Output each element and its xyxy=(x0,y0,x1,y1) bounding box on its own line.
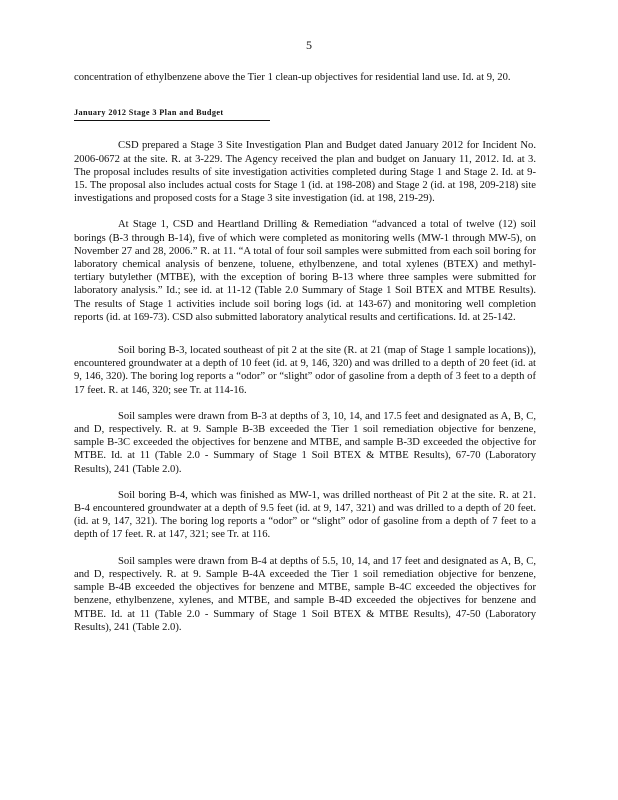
paragraph-stage1-borings: At Stage 1, CSD and Heartland Drilling & Remediation “advanced a total of twelve (12) soil borings (B-3 through B-14), five of which were completed as monitoring wells (MW-1 through MW-5), on November 27 and 28, 2006.” R. at 11. “A total of four soil samples were submitted from each soil boring for laboratory chemical analysis of benzene, toluene, ethylbenzene, and total xylenes (BTEX) and methyl-tertiary butylether (MTBE), with the exception of boring B-13 where three samples were submitted for laboratory analysis.” Id.; see id. at 11-12 (Table 2.0 Summary of Stage 1 Soil BTEX and MTBE Results). The results of Stage 1 activities include soil boring logs (id. at 143-67) and monitoring well completion reports (id. at 169-73). CSD also submitted laboratory analytical results and certifications. Id. at 25-142. xyxy=(74,219,536,323)
page-number: 5 xyxy=(306,38,312,52)
intro-paragraph: concentration of ethylbenzene above the Tier 1 clean-up objectives for residential land use. Id. at 9, 20. xyxy=(74,72,511,83)
paragraph-samples-b4: Soil samples were drawn from B-4 at depths of 5.5, 10, 14, and 17 feet and designated as A, B, C, and D, respectively. R. at 9. Sample B-4A exceeded the Tier 1 soil remediation objective for benzene, sample B-4B exceeded the objectives for benzene and MTBE, sample B-4C exceeded the objectives for benzene, ethylbenzene, xylenes, and MTBE, and sample B-4D exceeded the objectives for benzene and MTBE. Id. at 11 (Table 2.0 - Summary of Stage 1 Soil BTEX & MTBE Results), 47-50 (Laboratory Results), 241 (Table 2.0). xyxy=(74,555,536,633)
paragraph-samples-b3: Soil samples were drawn from B-3 at depths of 3, 10, 14, and 17.5 feet and designated as A, B, C, and D, respectively. R. at 9. Sample B-3B exceeded the Tier 1 soil remediation objective for benzene, sample B-3C exceeded the objectives for benzene and MTBE, and sample B-3D exceeded the objective for MTBE. Id. at 11 (Table 2.0 - Summary of Stage 1 Soil BTEX & MTBE Results), 67-70 (Laboratory Results), 241 (Table 2.0). xyxy=(74,410,536,475)
section-heading-row xyxy=(74,106,536,121)
paragraph-stage3-plan: CSD prepared a Stage 3 Site Investigation Plan and Budget dated January 2012 for Incident No. 2006-0672 at the site. R. at 3-229. The Agency received the plan and budget on January 11, 2012. Id. at 3. The proposal includes results of site investigation activities completed during Stage 1 and Stage 2. Id. at 9-15. The proposal also includes actual costs for Stage 1 (id. at 198-208) and Stage 2 (id. at 198, 209-218) site investigations and proposed costs for a Stage 3 site investigation (id. at 198, 219-29). xyxy=(74,140,536,205)
paragraph-boring-b3: Soil boring B-3, located southeast of pit 2 at the site (R. at 21 (map of Stage 1 sample locations)), encountered groundwater at a depth of 10 feet (id. at 9, 146, 320) and was drilled to a depth of 20 feet (id. at 9, 146, 320). The boring log reports a “odor” or “slight” odor of gasoline from a depth of 3 feet to a depth of 17 feet. R. at 146, 320; see Tr. at 114-16. xyxy=(74,345,536,396)
section-heading: January 2012 Stage 3 Plan and Budget xyxy=(74,106,270,121)
paragraph-boring-b4: Soil boring B-4, which was finished as MW-1, was drilled northeast of Pit 2 at the site. R. at 21. B-4 encountered groundwater at a depth of 9.5 feet (id. at 9, 147, 321) and was drilled to a depth of 20 feet. (id. at 9, 147, 321). The boring log reports a “odor” or “slight” odor of gasoline from a depth of 7 feet to a depth of 17 feet. R. at 147, 321; see Tr. at 116. xyxy=(74,489,536,541)
document-body xyxy=(74,71,536,647)
